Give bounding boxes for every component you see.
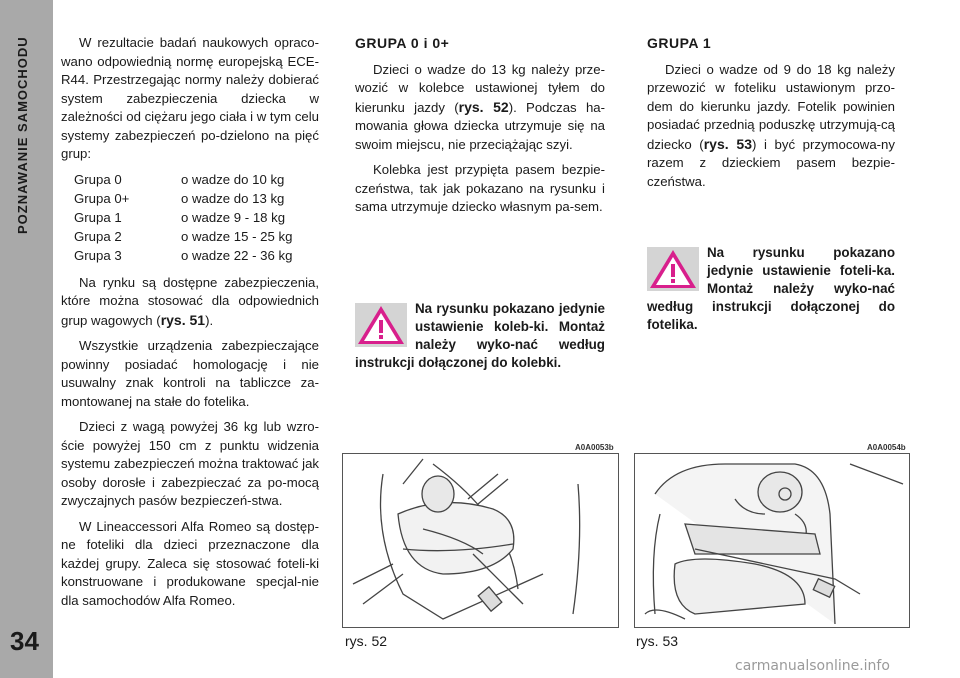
watermark: carmanualsonline.info: [735, 658, 890, 674]
adult-paragraph: Dzieci z wagą powyżej 36 kg lub wzro-ście powyżej 150 cm z punktu widzenia systemu zabezpieczeń można traktować jak osoby dorosłe i zabezpieczać za po-mocą zwyczajnych pasów bezpieczeń-stwa.: [61, 419, 319, 508]
market-paragraph: Na rynku są dostępne zabezpieczenia, które można stosować dla odpowiednich grup wagowych (rys. 51).: [61, 274, 319, 328]
list-item: Grupa 3 o wadze 22 - 36 kg: [74, 247, 293, 263]
figure-reference: rys. 51: [160, 311, 206, 328]
sidebar: [0, 0, 53, 678]
warning-text: Na rysunku pokazano jedynie ustawienie foteli-ka. Montaż należy wyko-nać według instrukcji dołączonej do fotelika.: [647, 245, 895, 332]
homologation-paragraph: Wszystkie urządzenia zabezpieczające powinny posiadać homologację i nie usuwalny znak kontroli na tabliczce za-montowanej na stałe do fotelika.: [61, 338, 319, 409]
figure-child-seat: [634, 453, 910, 628]
lineaccessori-paragraph: W Lineaccessori Alfa Romeo są dostęp-ne foteliki dla dzieci przeznaczone dla każdej grupy. Zaleca się stosować foteli-ki konstruowane i produkowane specjal-nie dla samochodów Alfa Romeo.: [61, 518, 319, 608]
list-item: Grupa 1 o wadze 9 - 18 kg: [74, 209, 286, 225]
figure-code: A0A0054b: [867, 443, 906, 452]
group0-paragraph: Dzieci o wadze do 13 kg należy prze-wozić w kolebce ustawionej tyłem do kierunku jazdy (rys. 52). Podczas ha-mowania głowa dziecka utrzymuje się na swoim miejscu, nie przeciążając szyi.: [355, 61, 606, 152]
section-heading: GRUPA 0 i 0+: [355, 35, 450, 51]
warning-icon: [355, 303, 407, 347]
warning-box: [355, 300, 605, 372]
column-middle: [355, 34, 605, 224]
list-item: Grupa 2 o wadze 15 - 25 kg: [74, 228, 293, 244]
figure-caption: rys. 52: [345, 633, 388, 649]
section-title: POZNAWANIE SAMOCHODU: [15, 36, 30, 234]
warning-box: [647, 244, 895, 334]
list-item: Grupa 0+ o wadze do 13 kg: [74, 190, 285, 206]
list-item: Grupa 0 o wadze do 10 kg: [74, 171, 285, 187]
warning-icon: [647, 247, 699, 291]
column-right: [647, 34, 895, 198]
section-heading: GRUPA 1: [647, 35, 712, 51]
group1-paragraph: Dzieci o wadze od 9 do 18 kg należy przewozić w foteliku ustawionym przo-dem do kierunku jazdy. Fotelik powinien posiadać przednią poduszkę utrzymują-cą dziecko (rys. 53) i być przymocowa-ny razem z dzieckiem pasem bezpie-czeństwa.: [647, 61, 895, 189]
warning-text: Na rysunku pokazano jedynie ustawienie koleb-ki. Montaż należy wyko-nać według instrukcji dołączonej do kolebki.: [355, 301, 605, 370]
column-left: [61, 34, 319, 617]
child-seat-illustration: [635, 454, 909, 627]
figure-reference: rys. 53: [703, 135, 753, 152]
infant-carrier-illustration: [343, 454, 618, 627]
figure-reference: rys. 52: [458, 98, 509, 115]
figure-caption: rys. 53: [636, 633, 679, 649]
weight-groups-list: [74, 171, 319, 266]
figure-code: A0A0053b: [575, 443, 614, 452]
intro-paragraph: W rezultacie badań naukowych opraco-wano odpowiednią normę europejską ECE-R44. Przestrzegając normy należy dobierać system zabezpieczenia dziecka w zależności od ciężaru jego ciała i w tym celu systemy zabezpieczeń po-dzielono na pięć grup:: [61, 35, 320, 161]
figure-infant-carrier: [342, 453, 619, 628]
page-number: 34: [10, 626, 39, 656]
cradle-paragraph: Kolebka jest przypięta pasem bezpie-czeństwa, tak jak pokazano na rysunku i sama utrzymuje dziecko własnym pa-sem.: [355, 162, 605, 214]
